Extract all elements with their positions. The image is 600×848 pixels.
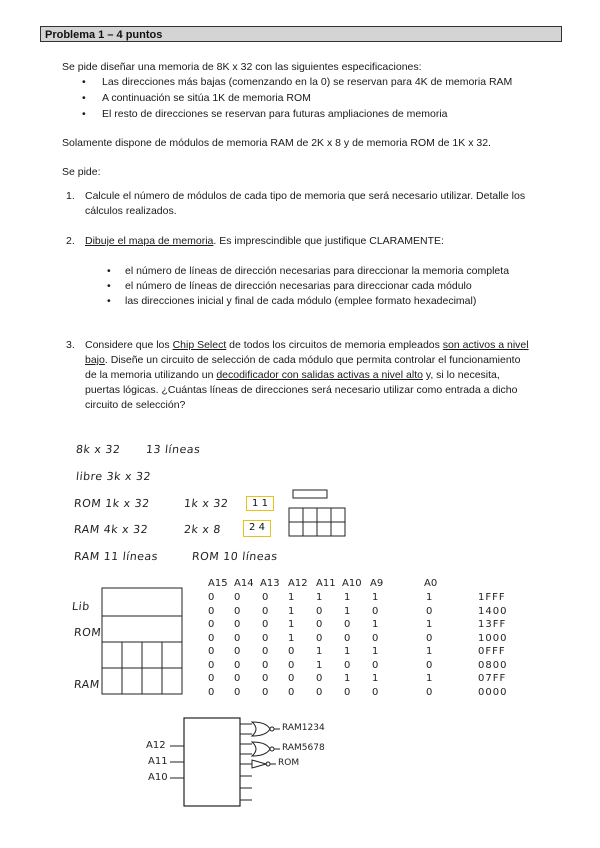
hw-line-3b: 1k x 32 xyxy=(183,497,230,510)
q3-activos: son activos a nivel xyxy=(442,339,529,351)
address-bit: 1 xyxy=(344,605,351,617)
address-bit: 1 xyxy=(372,592,379,603)
dec-in-a11: A11 xyxy=(148,756,168,767)
address-bit: 0 xyxy=(208,686,215,698)
address-bit: 0 xyxy=(234,592,241,603)
modules-text: Solamente dispone de módulos de memoria RAM de 2K x 8 y de memoria ROM de 1K x 32. xyxy=(62,137,491,149)
spec-bullet-2: • xyxy=(82,92,86,104)
map-label-rom: ROM xyxy=(73,626,102,639)
address-bit: 0 xyxy=(208,673,215,684)
q1-number: 1. xyxy=(66,190,75,202)
not-gate xyxy=(252,760,266,768)
q3-l1b: de todos los circuitos de memoria empleados xyxy=(226,339,443,351)
hdr-a10: A10 xyxy=(342,578,362,589)
address-bit: 1 xyxy=(372,619,379,630)
q3-line-1 xyxy=(85,338,529,352)
address-bit: 0 xyxy=(234,686,241,698)
map-label-ram: RAM xyxy=(73,678,101,691)
address-bit: 1 xyxy=(288,619,295,630)
address-bit: 0 xyxy=(426,632,433,644)
address-bit: 0 xyxy=(344,659,351,671)
nor-gate-2 xyxy=(252,742,270,756)
q2-number: 2. xyxy=(66,235,75,247)
hw-box-rom: 1 1 xyxy=(246,496,274,511)
address-bit: 1 xyxy=(372,646,379,657)
address-bit: 0 xyxy=(208,619,215,630)
address-bit: 1 xyxy=(426,619,433,630)
q3-line-2 xyxy=(85,353,520,367)
address-bit: 0 xyxy=(208,646,215,657)
address-bit: 1 xyxy=(288,605,295,617)
q3-line-3 xyxy=(85,368,500,382)
address-bit: 0 xyxy=(208,659,215,671)
address-bit: 0 xyxy=(372,632,379,644)
address-bit: 1 xyxy=(372,673,379,684)
address-bit: 0 xyxy=(426,686,433,698)
address-bit: 1 xyxy=(344,592,351,603)
address-bit: 0 xyxy=(288,659,295,671)
q1-line-2: cálculos realizados. xyxy=(85,205,177,217)
dec-out-rom: ROM xyxy=(278,758,300,768)
address-bit: 0 xyxy=(344,619,351,630)
q3-decodificador: decodificador con salidas activas a nivel alto xyxy=(216,369,423,381)
q1-line-1: Calcule el número de módulos de cada tipo de memoria que será necesario utilizar. Detalle los xyxy=(85,190,526,202)
address-bit: 0 xyxy=(372,686,379,698)
address-bit: 0 xyxy=(208,592,215,603)
address-bit: 0 xyxy=(316,605,323,617)
decoder-circuit xyxy=(168,716,368,812)
se-pide: Se pide: xyxy=(62,166,101,178)
address-bit: 1 xyxy=(316,646,323,657)
address-hex: 1000 xyxy=(478,632,508,644)
q3-line-5: circuito de selección? xyxy=(85,399,186,411)
hdr-a13: A13 xyxy=(260,578,280,589)
address-bit: 0 xyxy=(234,605,241,617)
spec-bullet-1: • xyxy=(82,76,86,88)
q3-number: 3. xyxy=(66,339,75,351)
q2-rest: . Es imprescindible que justifique CLARAMENTE: xyxy=(213,235,444,247)
hw-line-1a: 8k x 32 xyxy=(75,443,122,456)
address-hex: 07FF xyxy=(478,673,507,684)
problem-title: Problema 1 – 4 puntos xyxy=(40,26,562,42)
address-hex: 0FFF xyxy=(478,646,506,657)
q3-l3a: de la memoria utilizando un xyxy=(85,369,217,381)
q2-item-1: el número de líneas de dirección necesarias para direccionar la memoria completa xyxy=(125,265,510,277)
module-sketch xyxy=(286,488,348,540)
address-bit: 1 xyxy=(426,673,433,684)
hw-line-3a: ROM 1k x 32 xyxy=(73,497,151,510)
address-bit: 0 xyxy=(234,632,241,644)
address-bit: 0 xyxy=(372,605,379,617)
address-hex: 13FF xyxy=(478,619,507,630)
dec-in-a12: A12 xyxy=(146,740,166,751)
q2-item-2: el número de líneas de dirección necesarias para direccionar cada módulo xyxy=(125,280,472,292)
address-bit: 1 xyxy=(344,673,351,684)
address-bit: 0 xyxy=(288,686,295,698)
hdr-a0: A0 xyxy=(424,578,438,589)
address-bit: 0 xyxy=(288,646,295,657)
q2-bullet-3: • xyxy=(107,295,111,307)
q3-l3b: y, si lo necesita, xyxy=(422,369,500,381)
hdr-a11: A11 xyxy=(316,578,336,589)
address-bit: 0 xyxy=(344,632,351,644)
intro-text: Se pide diseñar una memoria de 8K x 32 con las siguientes especificaciones: xyxy=(62,61,422,73)
address-bit: 0 xyxy=(426,605,433,617)
hw-line-5a: RAM 11 líneas xyxy=(73,550,159,563)
spec-item-2: A continuación se sitúa 1K de memoria ROM xyxy=(102,92,311,104)
hw-line-5b: ROM 10 líneas xyxy=(191,550,279,563)
address-bit: 0 xyxy=(316,632,323,644)
address-bit: 0 xyxy=(316,673,323,684)
address-bit: 0 xyxy=(262,686,269,698)
address-bit: 0 xyxy=(262,605,269,617)
address-bit: 1 xyxy=(288,592,295,603)
spec-item-3: El resto de direcciones se reservan para futuras ampliaciones de memoria xyxy=(102,108,448,120)
address-bit: 0 xyxy=(262,592,269,603)
address-hex: 1FFF xyxy=(478,592,506,603)
dec-out-ram5678: RAM5678 xyxy=(282,743,325,753)
q2-underlined: Dibuje el mapa de memoria xyxy=(85,235,214,247)
hdr-a9: A9 xyxy=(370,578,384,589)
q3-chip-select: Chip Select xyxy=(172,339,227,351)
address-bit: 1 xyxy=(316,592,323,603)
rom-module-sketch xyxy=(293,490,327,498)
address-bit: 0 xyxy=(426,659,433,671)
address-bit: 1 xyxy=(426,646,433,657)
hdr-a12: A12 xyxy=(288,578,308,589)
address-bit: 1 xyxy=(344,646,351,657)
address-bit: 0 xyxy=(262,646,269,657)
address-bit: 1 xyxy=(316,659,323,671)
q3-line-4: puertas lógicas. ¿Cuántas líneas de direcciones será necesario utilizar como entrada a dicho xyxy=(85,384,518,396)
address-bit: 0 xyxy=(344,686,351,698)
map-label-libre: Lib xyxy=(71,600,91,613)
hdr-a15: A15 xyxy=(208,578,228,589)
hw-line-4b: 2k x 8 xyxy=(183,523,222,536)
address-bit: 0 xyxy=(262,632,269,644)
address-bit: 0 xyxy=(234,659,241,671)
address-bit: 0 xyxy=(262,659,269,671)
address-bit: 0 xyxy=(316,619,323,630)
address-bit: 1 xyxy=(426,592,433,603)
q2-item-3: las direcciones inicial y final de cada módulo (emplee formato hexadecimal) xyxy=(125,295,477,307)
hw-line-4a: RAM 4k x 32 xyxy=(73,523,149,536)
nor-gate-1 xyxy=(252,722,270,736)
q3-bajo: bajo xyxy=(85,354,105,366)
q2-bullet-2: • xyxy=(107,280,111,292)
address-bit: 0 xyxy=(288,673,295,684)
hdr-a14: A14 xyxy=(234,578,254,589)
address-bit: 1 xyxy=(288,632,295,644)
hw-line-2: libre 3k x 32 xyxy=(75,470,152,483)
address-bit: 0 xyxy=(234,619,241,630)
dec-out-ram1234: RAM1234 xyxy=(282,723,325,733)
address-bit: 0 xyxy=(234,646,241,657)
address-bit: 0 xyxy=(208,605,215,617)
dec-in-a10: A10 xyxy=(148,772,168,783)
hw-line-1b: 13 líneas xyxy=(145,443,202,456)
address-hex: 1400 xyxy=(478,605,508,617)
decoder-block xyxy=(184,718,240,806)
spec-item-1: Las direcciones más bajas (comenzando en la 0) se reservan para 4K de memoria RAM xyxy=(102,76,513,88)
q2-line xyxy=(85,234,444,248)
address-hex: 0000 xyxy=(478,686,508,698)
address-bit: 0 xyxy=(316,686,323,698)
hw-box-ram: 2 4 xyxy=(243,520,271,537)
address-hex: 0800 xyxy=(478,659,508,671)
address-bit: 0 xyxy=(372,659,379,671)
address-bit: 0 xyxy=(262,619,269,630)
address-bit: 0 xyxy=(208,632,215,644)
q3-l1a: Considere que los xyxy=(85,339,173,351)
address-bit: 0 xyxy=(234,673,241,684)
q3-l2b: . Diseñe un circuito de selección de cada módulo que permita controlar el funcionamiento xyxy=(104,354,521,366)
memory-map xyxy=(100,586,184,696)
q2-bullet-1: • xyxy=(107,265,111,277)
address-bit: 0 xyxy=(262,673,269,684)
spec-bullet-3: • xyxy=(82,108,86,120)
